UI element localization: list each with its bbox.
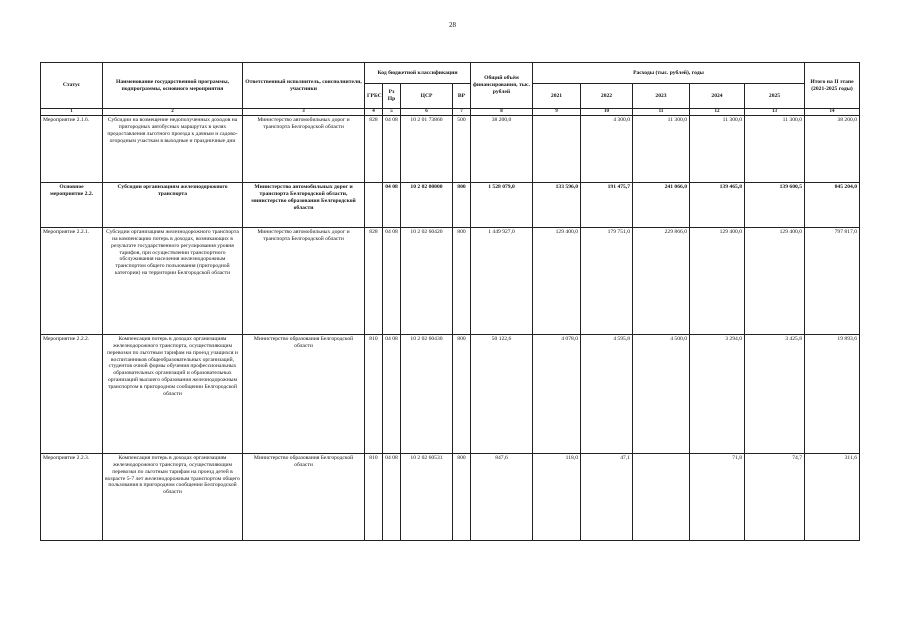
row-2024: 129 400,0 <box>690 228 745 335</box>
row-responsible: Министерство образования Белгородской области <box>243 335 365 454</box>
row-2025: 11 300,0 <box>745 116 805 183</box>
row-total: 50 122,6 <box>471 335 533 454</box>
row-2024: 3 294,0 <box>690 335 745 454</box>
header-year-2021: 2021 <box>533 84 581 109</box>
row-rzpr: 04 08 <box>383 183 401 228</box>
row-status: Основное мероприятие 2.2. <box>41 183 103 228</box>
table-row <box>41 228 860 335</box>
row-2022: 179 751,0 <box>581 228 633 335</box>
row-2022: 191 475,7 <box>581 183 633 228</box>
column-number: 3 <box>243 109 365 116</box>
row-grbs <box>365 183 383 228</box>
row-total: 1 449 927,0 <box>471 228 533 335</box>
row-2021: 118,0 <box>533 454 581 541</box>
header-vr: ВР <box>453 84 471 109</box>
row-2022: 47,1 <box>581 454 633 541</box>
page-number: 28 <box>449 21 456 29</box>
row-csr: 10 2 02 60420 <box>401 228 453 335</box>
row-2022: 4 595,8 <box>581 335 633 454</box>
row-name: Компенсация потерь в доходах организациям железнодорожного транспорта, осуществляющим перевозки по льготным тарифам на проезд детей в возрасте 5-7 лет железнодорожным транспортом общего пользования в пригородном сообщении Белгородской области <box>103 454 243 541</box>
column-number: 8 <box>471 109 533 116</box>
row-stage: 797 817,0 <box>805 228 860 335</box>
header-name: Наименование государственной программы, подпрограммы, основного мероприятия <box>103 63 243 109</box>
column-number: 13 <box>745 109 805 116</box>
row-2025: 3 425,8 <box>745 335 805 454</box>
row-name: Компенсация потерь в доходах организациям железнодорожного транспорта, осуществляющим перевозки по льготным тарифам на проезд учащихся и воспитанников общеобразовательных организаций, студентов очной формы обучения профессиональных образовательных организаций и образовательных организаций высшего образования железнодорожным транспортом в пригородном сообщении Белгородской области <box>103 335 243 454</box>
row-stage: 845 204,0 <box>805 183 860 228</box>
column-number: 11 <box>633 109 690 116</box>
row-2023: 11 300,0 <box>633 116 690 183</box>
row-csr: 10 2 02 00000 <box>401 183 453 228</box>
row-name: Субсидии на возмещение недополученных доходов на пригородных автобусных маршрутах в целях предоставления льготного проезда к дачным и садово-огородным участкам в выходные и праздничные дни <box>103 116 243 183</box>
column-number: 14 <box>805 109 860 116</box>
header-row-top <box>41 63 860 84</box>
column-number: 2 <box>103 109 243 116</box>
header-rzpr: Рз Пр <box>383 84 401 109</box>
row-total: 1 528 079,0 <box>471 183 533 228</box>
row-responsible: Министерство автомобильных дорог и транспорта Белгородской области, министерство образования Белгородской области <box>243 183 365 228</box>
header-stage-total: Итого на II этапе (2021-2025 годы) <box>805 63 860 109</box>
header-classification: Код бюджетной классификации <box>365 63 471 84</box>
row-2023: 229 866,0 <box>633 228 690 335</box>
row-2023: 4 500,0 <box>633 335 690 454</box>
column-number: 6 <box>401 109 453 116</box>
row-status: Мероприятие 2.2.2. <box>41 335 103 454</box>
column-number: 10 <box>581 109 633 116</box>
row-total: 38 200,0 <box>471 116 533 183</box>
row-csr: 10 2 02 60430 <box>401 335 453 454</box>
row-2025: 74,7 <box>745 454 805 541</box>
row-csr: 10 2 02 60531 <box>401 454 453 541</box>
row-vr: 800 <box>453 183 471 228</box>
table-row <box>41 335 860 454</box>
row-name: Субсидии организациям железнодорожного транспорта <box>103 183 243 228</box>
row-2021: 4 078,0 <box>533 335 581 454</box>
header-year-2022: 2022 <box>581 84 633 109</box>
column-number: 9 <box>533 109 581 116</box>
row-vr: 800 <box>453 335 471 454</box>
column-number: 4 <box>365 109 383 116</box>
header-responsible: Ответственный исполнитель, соисполнители, участники <box>243 63 365 109</box>
row-status: Мероприятие 2.2.3. <box>41 454 103 541</box>
column-number: 1 <box>41 109 103 116</box>
row-vr: 800 <box>453 454 471 541</box>
row-vr: 800 <box>453 228 471 335</box>
row-rzpr: 04 08 <box>383 228 401 335</box>
header-year-2025: 2025 <box>745 84 805 109</box>
row-2023 <box>633 454 690 541</box>
row-rzpr: 04 08 <box>383 335 401 454</box>
row-grbs: 810 <box>365 335 383 454</box>
row-rzpr: 04 08 <box>383 454 401 541</box>
header-year-2023: 2023 <box>633 84 690 109</box>
row-status: Мероприятие 2.2.1. <box>41 228 103 335</box>
row-2024: 11 300,0 <box>690 116 745 183</box>
header-csr: ЦСР <box>401 84 453 109</box>
column-number: 12 <box>690 109 745 116</box>
row-2021 <box>533 116 581 183</box>
header-total-volume: Общий объём финансирования, тыс. рублей <box>471 63 533 109</box>
row-grbs: 828 <box>365 228 383 335</box>
header-expenses: Расходы (тыс. рублей), годы <box>533 63 805 84</box>
row-2025: 129 400,0 <box>745 228 805 335</box>
row-responsible: Министерство автомобильных дорог и транспорта Белгородской области <box>243 228 365 335</box>
row-grbs: 828 <box>365 116 383 183</box>
row-name: Субсидии организациям железнодорожного транспорта на компенсацию потерь в доходах, возникающих в результате государственного регулирования уровня тарифов, при осуществлении транспортного обслуживания населения железнодорожным транспортом общего пользования (пригородной категории) на территории Белгородской области <box>103 228 243 335</box>
row-2024: 71,8 <box>690 454 745 541</box>
row-2023: 241 066,0 <box>633 183 690 228</box>
row-total: 847,6 <box>471 454 533 541</box>
column-numbers-row <box>41 109 860 116</box>
row-2024: 139 465,8 <box>690 183 745 228</box>
row-2025: 139 600,5 <box>745 183 805 228</box>
table-row <box>41 454 860 541</box>
budget-table <box>40 62 860 541</box>
table-row <box>41 116 860 183</box>
header-status: Статус <box>41 63 103 109</box>
row-grbs: 810 <box>365 454 383 541</box>
table-row <box>41 183 860 228</box>
row-stage: 311,6 <box>805 454 860 541</box>
column-number: 5 <box>383 109 401 116</box>
header-year-2024: 2024 <box>690 84 745 109</box>
row-2021: 133 596,0 <box>533 183 581 228</box>
row-csr: 10 2 01 73860 <box>401 116 453 183</box>
row-rzpr: 04 08 <box>383 116 401 183</box>
row-status: Мероприятие 2.1.6. <box>41 116 103 183</box>
row-stage: 38 200,0 <box>805 116 860 183</box>
header-grbs: ГРБС <box>365 84 383 109</box>
row-2022: 4 300,0 <box>581 116 633 183</box>
column-number: 7 <box>453 109 471 116</box>
row-stage: 19 893,6 <box>805 335 860 454</box>
row-2021: 129 400,0 <box>533 228 581 335</box>
row-vr: 500 <box>453 116 471 183</box>
row-responsible: Министерство автомобильных дорог и транспорта Белгородской области <box>243 116 365 183</box>
row-responsible: Министерство образования Белгородской области <box>243 454 365 541</box>
